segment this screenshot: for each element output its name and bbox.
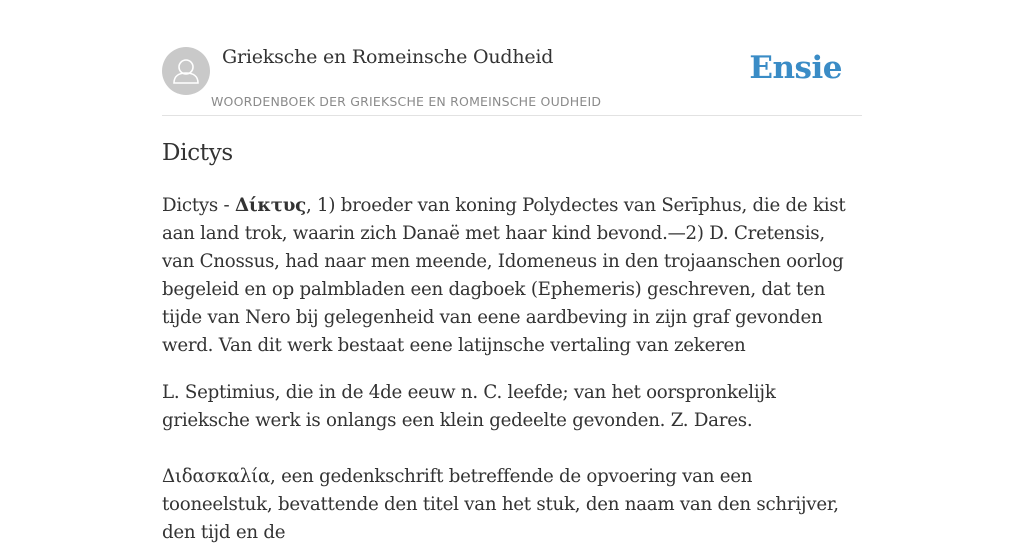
entry-paragraph bbox=[162, 192, 862, 360]
entry-text: , 1) broeder van koning Polydectes van Serīphus, die de kist aan land trok, waarin zich Danaë met haar kind bevond.—2) D. Cretensis, van Cnossus, had naar men meende, Idomeneus in den trojaanschen oorlog begeleid en op palmbladen een dagboek (Ephemeris) geschreven, dat ten tijde van Nero bij gelegenheid van eene aardbeving in zijn graf gevonden werd. Van dit werk bestaat eene latijnsche vertaling van zekeren bbox=[162, 195, 846, 356]
source-subtitle[interactable]: WOORDENBOEK DER GRIEKSCHE EN ROMEINSCHE OUDHEID bbox=[211, 94, 602, 109]
ensie-logo[interactable]: Ensie bbox=[749, 50, 842, 86]
source-title[interactable]: Grieksche en Romeinsche Oudheid bbox=[222, 46, 554, 68]
entry-content bbox=[162, 192, 862, 547]
entry-title: Dictys bbox=[162, 140, 233, 166]
dictionary-header bbox=[162, 40, 862, 116]
user-icon[interactable] bbox=[162, 47, 210, 95]
entry-headword: Δίκτυς bbox=[234, 195, 306, 216]
entry-paragraph: Διδασκαλία, een gedenkschrift betreffende de opvoering van een tooneelstuk, bevattende den titel van het stuk, den naam van den schrijver, den tijd en de bbox=[162, 466, 839, 543]
entry-paragraph: L. Septimius, die in de 4de eeuw n. C. leefde; van het oorspronkelijk grieksche werk is onlangs een klein gedeelte gevonden. Z. Dares. bbox=[162, 382, 776, 431]
entry-lead: Dictys - bbox=[162, 195, 235, 216]
